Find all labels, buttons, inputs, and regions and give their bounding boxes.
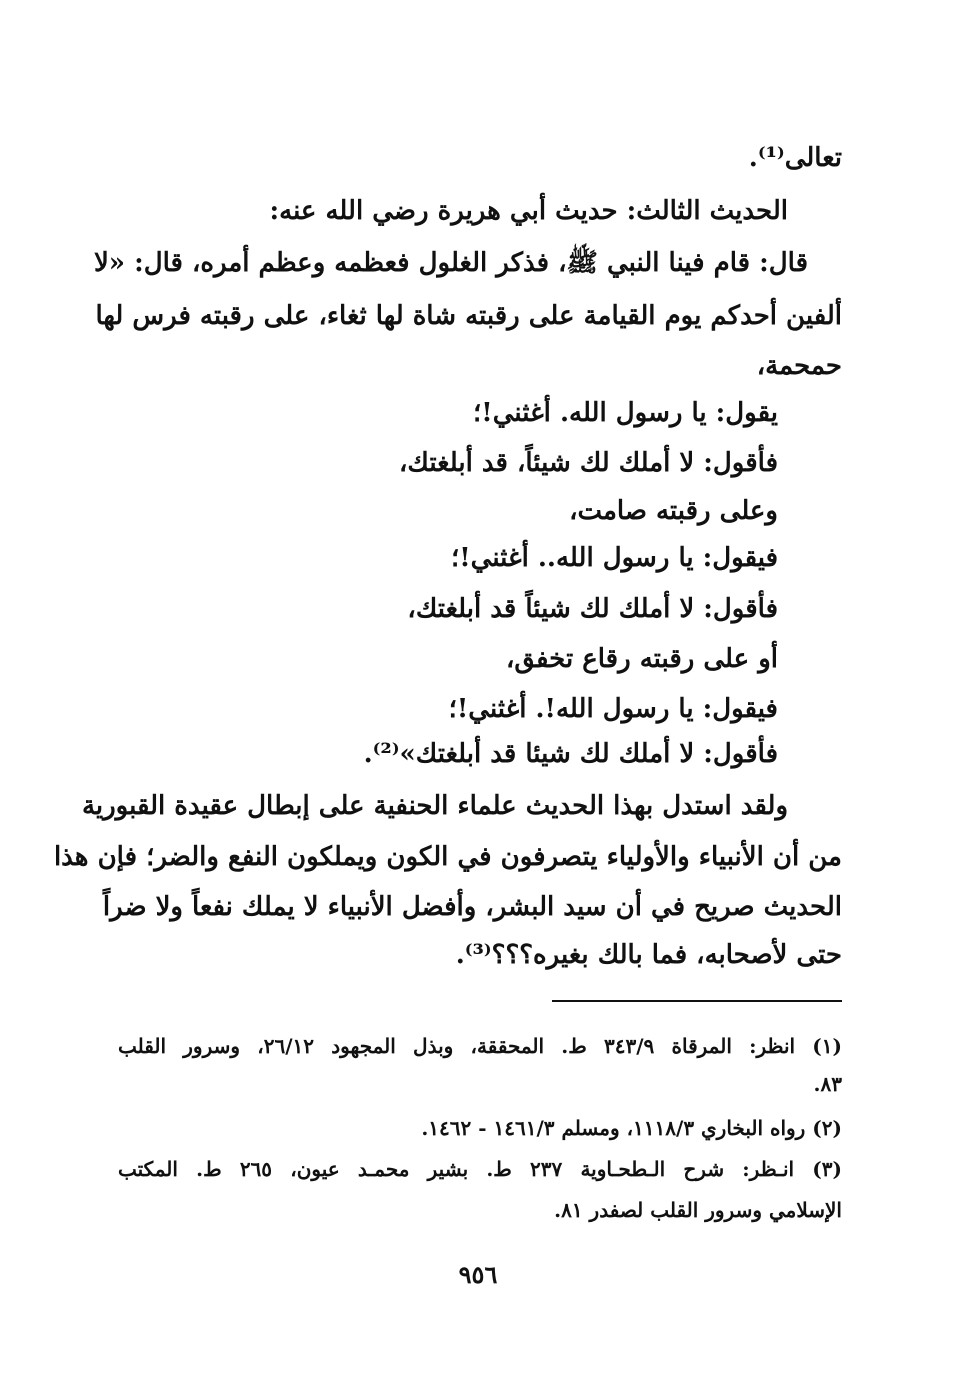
verse-line: أو على رقبته رقاع تخفق،: [505, 644, 778, 674]
section-heading: الحديث الثالث: حديث أبي هريرة رضي الله عنه:: [269, 196, 788, 226]
verse-line: فيقول: يا رسول الله.. أغثني!؛: [450, 543, 778, 573]
text-line: ولقد استدل بهذا الحديث علماء الحنفية على إبطال عقيدة القبورية: [81, 791, 788, 821]
verse-line: فيقول: يا رسول الله!. أغثني!؛: [448, 694, 778, 724]
footnote-2: (٢) رواه البخاري ١١١٨/٣، ومسلم ١٤٦١/٣ - ١٤٦٢.: [421, 1116, 842, 1140]
footnote-1: (١) انظر: المرقاة ٣٤٣/٩ ط. المحققة، وبذل المجهود ٢٦/١٢، وسرور القلب: [118, 1034, 842, 1058]
text-line: تعالى⁽¹⁾.: [748, 143, 842, 173]
verse-line: يقول: يا رسول الله. أغثني!؛: [473, 398, 778, 428]
text-line: حمحمة،: [756, 351, 842, 381]
text-line: حتى لأصحابه، فما بالك بغيره؟؟؟⁽³⁾.: [455, 940, 842, 970]
footnote-3: (٣) انـظر: شرح الـطحـاوية ٢٣٧ ط. بشير محمـد عيون، ٢٦٥ ط. المكتب: [118, 1157, 842, 1181]
verse-line: فأقول: لا أملك لك شيئاً، قد أبلغتك،: [399, 448, 778, 478]
verse-line: وعلى رقبته صامت،: [569, 496, 778, 526]
verse-line: فأقول: لا أملك لك شيئاً قد أبلغتك،: [407, 594, 778, 624]
page-number: ٩٥٦: [458, 1260, 498, 1289]
footnote-3-continued: الإسلامي وسرور القلب لصفدر ٨١.: [554, 1198, 842, 1222]
footnote-separator: [552, 1000, 842, 1002]
text-line: من أن الأنبياء والأولياء يتصرفون في الكون ويملكون النفع والضر؛ فإن هذا: [53, 842, 842, 872]
text-line: قال: قام فينا النبي ﷺ، فذكر الغلول فعظمه وعظم أمره، قال: «لا: [93, 248, 808, 278]
footnote-1-continued: ٨٣.: [813, 1072, 842, 1096]
text-line: ألفين أحدكم يوم القيامة على رقبته شاة لها ثغاء، على رقبته فرس لها: [95, 301, 842, 331]
text-line: الحديث صريح في أن سيد البشر، وأفضل الأنبياء لا يملك نفعاً ولا ضراً: [102, 892, 842, 922]
verse-line: فأقول: لا أملك لك شيئا قد أبلغتك»⁽²⁾.: [363, 739, 778, 769]
